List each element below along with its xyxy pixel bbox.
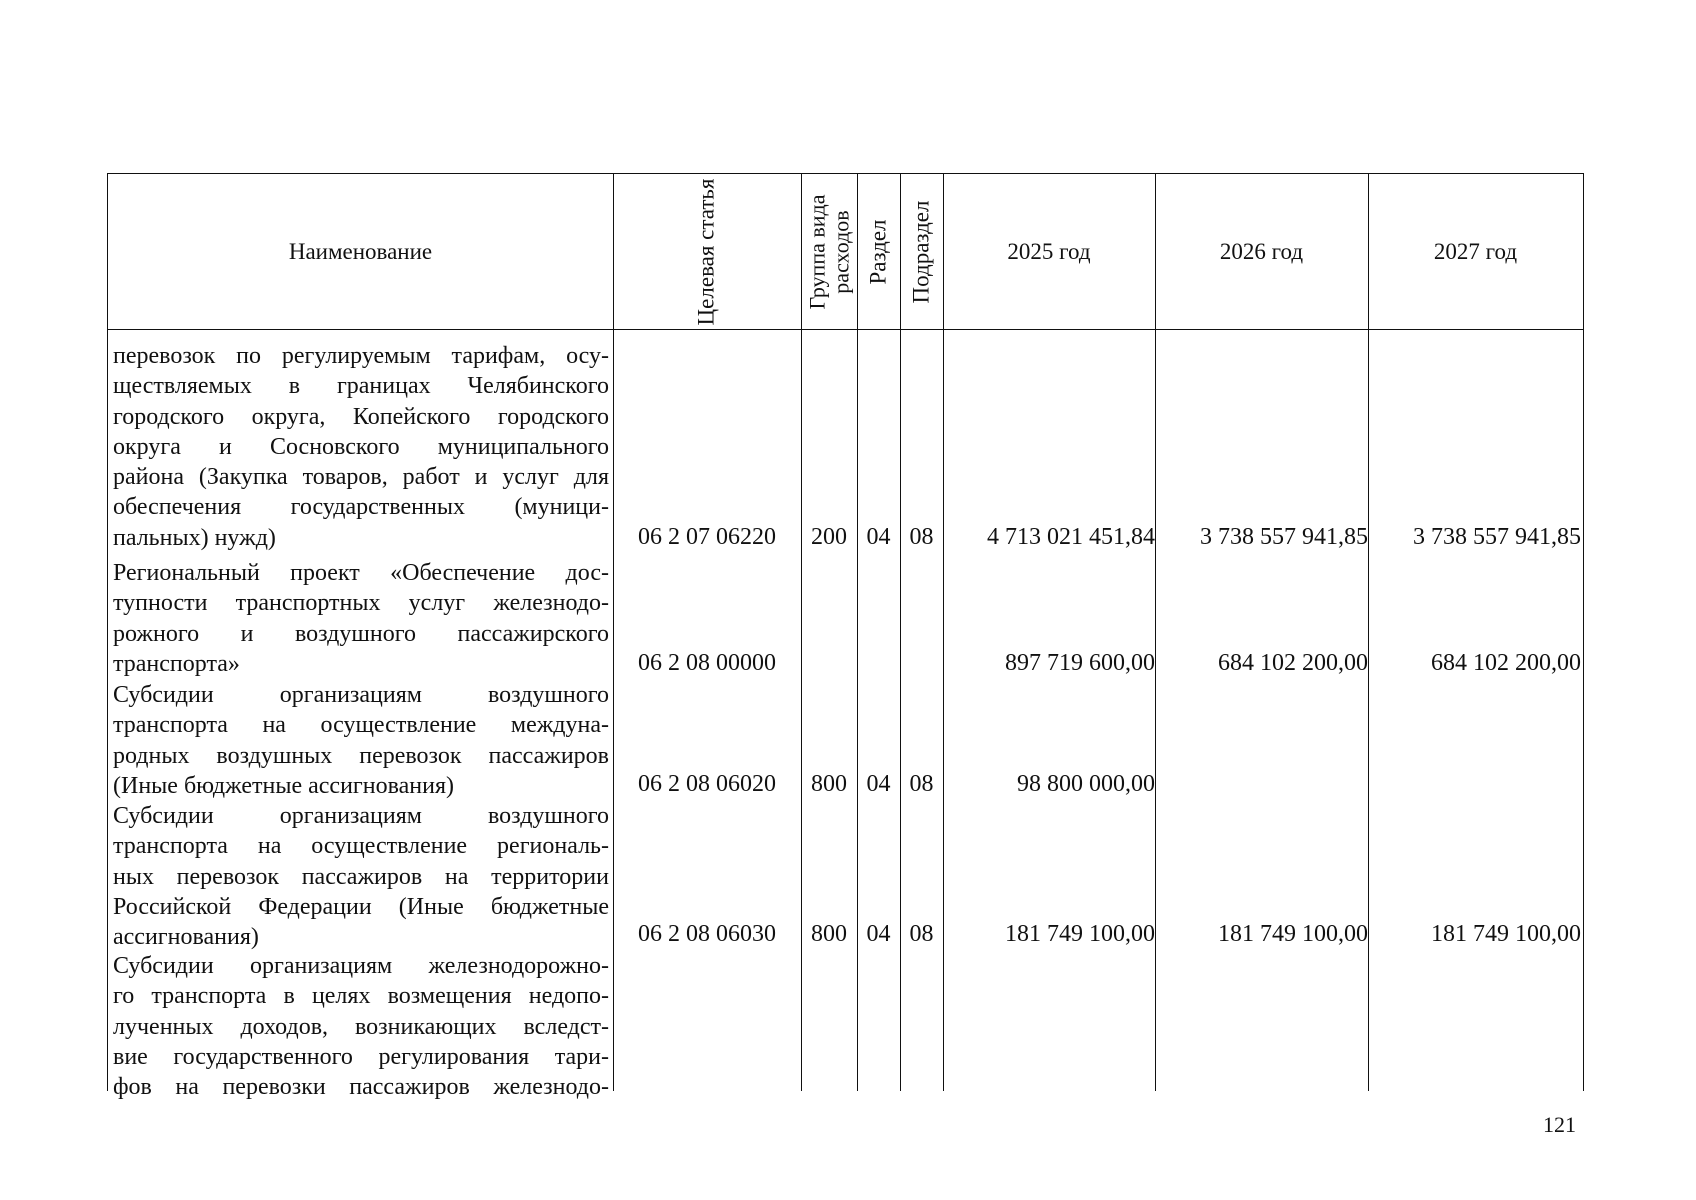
table-row — [108, 558, 1583, 680]
cell-2026: 684 102 200,00 — [1218, 650, 1368, 676]
cell-2025: 98 800 000,00 — [1017, 771, 1155, 797]
header-code-text: Целевая статья — [693, 178, 719, 325]
header-2027: 2027 год — [1433, 238, 1518, 264]
cell-2025: 4 713 021 451,84 — [987, 524, 1155, 550]
header-divider — [108, 329, 1583, 330]
header-subsection-text: Подраздел — [908, 200, 934, 303]
row-name-line: перевозок по регулируемым тарифам, осу- — [113, 343, 609, 369]
row-name-line: фов на перевозки пассажиров железнодо- — [113, 1074, 609, 1101]
header-group — [801, 174, 857, 329]
row-name-line: Российской Федерации (Иные бюджетные — [113, 893, 609, 920]
cell-code: 06 2 08 06020 — [638, 771, 776, 797]
header-2026: 2026 год — [1219, 238, 1304, 264]
row-name-line: пальных) нужд) — [113, 524, 276, 551]
cell-subsection: 08 — [909, 921, 934, 947]
cell-2026: 3 738 557 941,85 — [1200, 524, 1368, 550]
row-name-line: рожного и воздушного пассажирского — [113, 620, 609, 647]
row-name-line: Региональный проект «Обеспечение дос- — [113, 560, 609, 586]
header-code — [613, 174, 801, 329]
row-name-line: вие государственного регулирования тари- — [113, 1043, 609, 1070]
row-name-line: района (Закупка товаров, работ и услуг для — [113, 464, 609, 491]
row-name — [113, 341, 609, 553]
row-name-line: транспорта на осуществление региональ- — [113, 833, 609, 860]
row-name-line: округа и Сосновского муниципального — [113, 433, 609, 460]
row-name-line: ных перевозок пассажиров на территории — [113, 863, 609, 890]
cell-code: 06 2 08 00000 — [638, 650, 776, 676]
row-name-line: транспорта на осуществление междуна- — [113, 712, 609, 739]
row-name-line: Субсидии организациям воздушного — [113, 803, 609, 829]
cell-section: 04 — [866, 771, 891, 797]
cell-section: 04 — [866, 921, 891, 947]
cell-2027: 3 738 557 941,85 — [1413, 524, 1581, 550]
cell-group: 200 — [811, 524, 847, 550]
cell-subsection: 08 — [909, 524, 934, 550]
cell-group: 800 — [811, 771, 847, 797]
header-2025: 2025 год — [1007, 238, 1091, 264]
cell-code: 06 2 08 06030 — [638, 921, 776, 947]
cell-code: 06 2 07 06220 — [638, 524, 776, 550]
table-row — [108, 341, 1583, 554]
row-name — [113, 951, 609, 1102]
budget-table — [107, 173, 1584, 1101]
row-name-line: Субсидии организациям железнодорожно- — [113, 953, 609, 979]
row-name-line: обеспечения государственных (муници- — [113, 494, 609, 521]
cell-2027: 684 102 200,00 — [1431, 650, 1581, 676]
row-name-line: городского округа, Копейского городского — [113, 403, 609, 430]
table-row — [108, 801, 1583, 951]
cell-2025: 897 719 600,00 — [1005, 650, 1155, 676]
row-name-line: Субсидии организациям воздушного — [113, 682, 609, 708]
row-name-line: родных воздушных перевозок пассажиров — [113, 742, 609, 769]
table-row — [108, 680, 1583, 801]
row-name-line: (Иные бюджетные ассигнования) — [113, 772, 454, 799]
cell-section: 04 — [866, 524, 891, 550]
row-name-line: лученных доходов, возникающих вследст- — [113, 1013, 609, 1040]
cell-2026: 181 749 100,00 — [1218, 921, 1368, 947]
cell-2027: 181 749 100,00 — [1431, 921, 1581, 947]
row-name-line: го транспорта в целях возмещения недопо- — [113, 983, 609, 1010]
table-row — [108, 951, 1583, 1111]
row-name — [113, 680, 609, 801]
row-name — [113, 558, 609, 679]
cell-2025: 181 749 100,00 — [1005, 921, 1155, 947]
cell-group: 800 — [811, 921, 847, 947]
header-section-text: Раздел — [865, 218, 891, 285]
row-name — [113, 801, 609, 952]
header-section — [857, 174, 900, 329]
row-name-line: ществляемых в границах Челябинского — [113, 373, 609, 400]
header-name: Наименование — [288, 238, 433, 264]
header-group-text: Группа вида расходов — [804, 194, 853, 309]
row-name-line: транспорта» — [113, 650, 240, 677]
page-number: 121 — [1543, 1112, 1576, 1137]
row-name-line: ассигнования) — [113, 924, 259, 951]
header-subsection — [900, 174, 943, 329]
cell-subsection: 08 — [909, 771, 934, 797]
row-name-line: тупности транспортных услуг железнодо- — [113, 590, 609, 617]
